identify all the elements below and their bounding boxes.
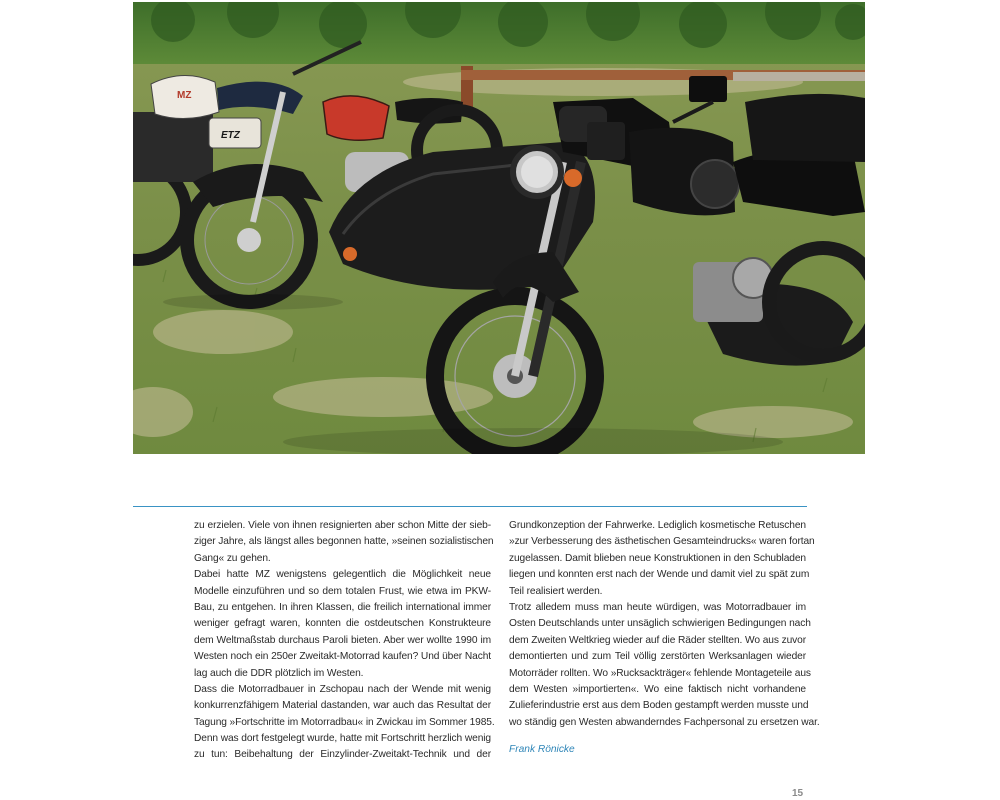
paragraph — [509, 518, 815, 600]
paragraph — [194, 518, 494, 567]
paragraph — [509, 600, 820, 731]
text-line: Teil realisiert werden. — [509, 585, 603, 597]
text-line: demontierten und zum Teil völlig zerstörten Werksanlagen wieder — [509, 651, 806, 663]
text-line: liegen und konnten erst nach der Wende und damit viel zu spät zum — [509, 569, 810, 581]
motorcycles-photo — [133, 2, 865, 454]
text-line: lag auch die DDR plötzlich im Westen. — [194, 667, 364, 679]
author-credit: Frank Rönicke — [509, 744, 575, 755]
text-line: Tagung »Fortschritte im Motorradbau« in Zwickau im Sommer 1985. — [194, 716, 495, 728]
text-line: zu tun: Beibehaltung der Einzylinder-Zweitakt-Technik und der — [194, 749, 491, 761]
page-number: 15 — [792, 788, 804, 799]
text-line: Grundkonzeption der Fahrwerke. Lediglich kosmetische Retuschen — [509, 520, 806, 531]
text-line: Trotz alledem muss man heute würdigen, was Motorradbauer im — [509, 601, 806, 613]
side-cover-badge: ETZ — [221, 130, 240, 141]
text-line: Motorräder rollten. Wo »Rucksackträger« fehlende Montageteile aus — [509, 667, 811, 679]
text-line: Zulieferindustrie erst aus dem Boden gestampft werden musste und — [509, 700, 809, 712]
paragraph — [194, 682, 495, 764]
text-line: ziger Jahre, als längst alles begonnen hatte, »seinen sozialistischen — [194, 536, 494, 548]
text-line: Westen noch ein 250er Zweitakt-Motorrad kaufen? Und über Nacht — [194, 651, 491, 663]
text-line: konkurrenzfähigem Material dastanden, war auch das Resultat der — [194, 700, 491, 712]
text-line: zugelassen. Damit blieben neue Konstruktionen in den Schubladen — [509, 552, 806, 564]
article-column-left — [194, 518, 495, 764]
section-divider — [133, 506, 807, 507]
tank-badge-mz: MZ — [177, 90, 192, 101]
text-line: Modelle einzuführen und so dem totalen Frust, wie etwa im PKW- — [194, 585, 491, 597]
text-line: Dass die Motorradbauer in Zschopau nach der Wende mit wenig — [194, 683, 491, 695]
text-line: zu erzielen. Viele von ihnen resignierten aber schon Mitte der sieb- — [194, 520, 491, 531]
paragraph — [194, 567, 491, 682]
text-line: »zur Verbesserung des ästhetischen Gesamteindrucks« waren fortan — [509, 536, 815, 548]
text-line: Gang« zu gehen. — [194, 552, 271, 564]
text-line: Osten Deutschlands unter unsäglich schwierigen Bedingungen nach — [509, 618, 811, 630]
article-column-right — [509, 518, 820, 731]
text-line: dem Zweiten Weltkrieg wieder auf die Räder stellten. Wo aus zuvor — [509, 634, 806, 646]
text-line: Denn was dort festgelegt wurde, hatte mit Fortschritt herzlich wenig — [194, 733, 491, 745]
text-line: dem Westen »importierten«. Wo eine faktisch nicht vorhandene — [509, 683, 806, 695]
text-line: dem Weltmaßstab durchaus Paroli bieten. Aber wer wollte 1990 im — [194, 634, 491, 646]
text-line: Dabei hatte MZ wenigstens gelegentlich die Möglichkeit neue — [194, 569, 491, 581]
text-line: weniger gefragt waren, konnten die ostdeutschen Konstrukteure — [194, 618, 491, 630]
text-line: Bau, zu entgehen. In ihren Klassen, die freilich international immer — [194, 601, 491, 613]
text-line: wo ständig gen Westen abwanderndes Fachpersonal zu ersetzen war. — [509, 716, 820, 728]
